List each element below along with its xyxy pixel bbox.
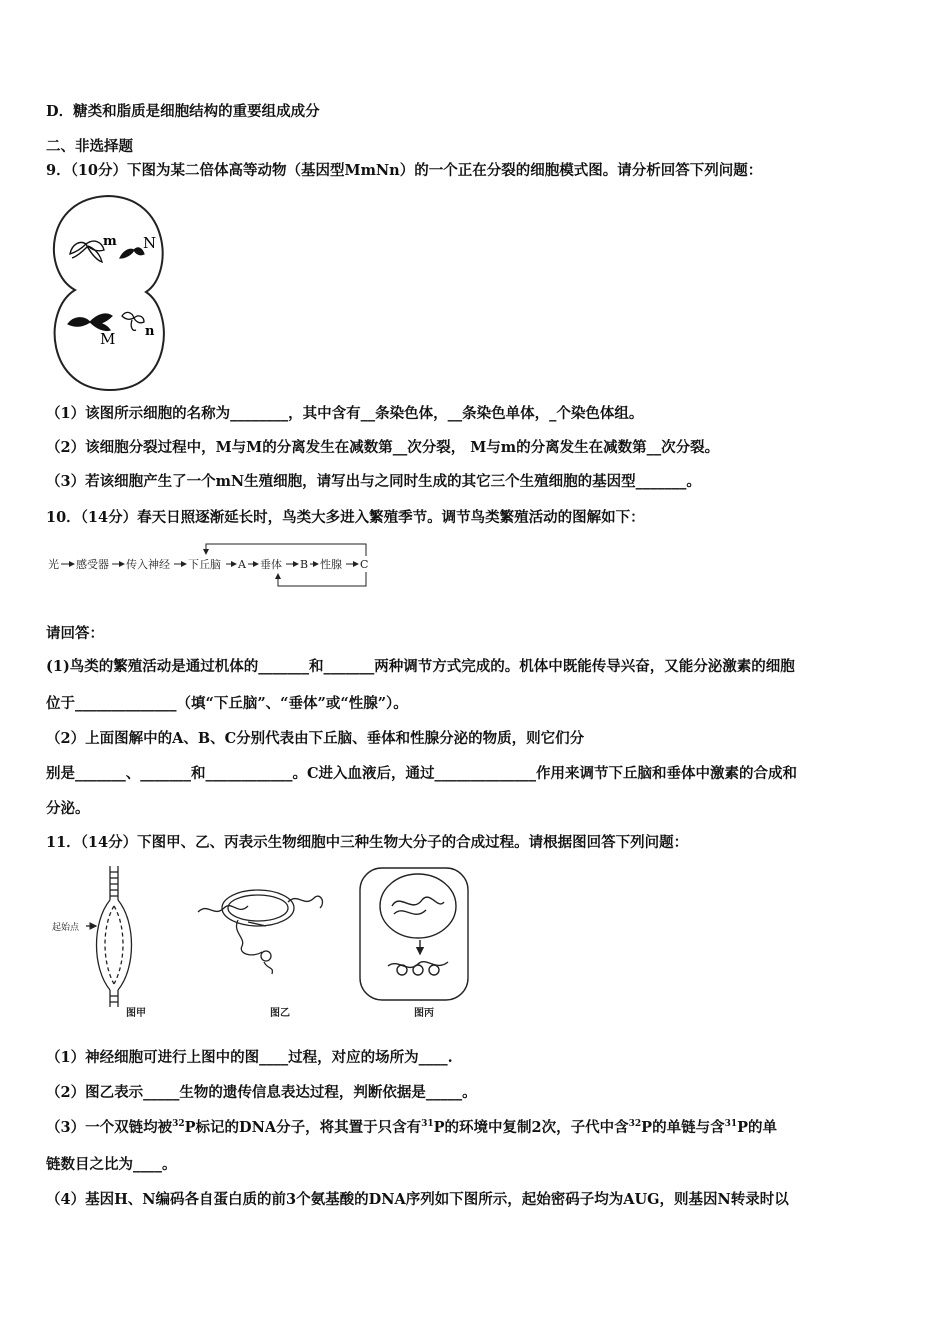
q11-sub3-part2: P标记的DNA分子，将其置于只含有 <box>184 1119 422 1136</box>
q9-sub3: （3）若该细胞产生了一个mN生殖细胞，请写出与之同时生成的其它三个生殖细胞的基因型_______。 <box>46 473 701 490</box>
q11-sub3-part1: （3）一个双链均被 <box>46 1119 173 1136</box>
flow-node-gonad: 性腺 <box>320 558 342 571</box>
q10-stem: 10．（14分）春天日照逐渐延长时，鸟类大多进入繁殖季节。调节鸟类繁殖活动的图解如下： <box>46 509 645 526</box>
flow-node-afferent-nerve: 传入神经 <box>126 558 170 571</box>
section-title: 二、非选择题 <box>46 138 133 155</box>
q11-sub3-line2: 链数目之比为____。 <box>46 1156 177 1173</box>
chromosome-lower-left <box>68 314 112 331</box>
label-figure-bing: 图丙 <box>414 1008 434 1019</box>
q11-sub3-part5: P的单 <box>737 1119 778 1136</box>
q11-figures <box>52 862 472 1024</box>
q11-sub3-sup4: 31 <box>724 1119 738 1129</box>
flow-node-receptor: 感受器 <box>76 558 109 571</box>
q10-sub1-line2: 位于______________（填“下丘脑”、“垂体”或“性腺”）。 <box>46 695 408 712</box>
q9-sub2: （2）该细胞分裂过程中，M与M的分离发生在减数第__次分裂， M与m的分离发生在减数第__次分裂。 <box>46 439 720 456</box>
flow-node-C: C <box>360 558 369 571</box>
q11-stem: 11．（14分）下图甲、乙、丙表示生物细胞中三种生物大分子的合成过程。请根据图回答下列问题： <box>46 834 689 851</box>
q11-sub1: （1）神经细胞可进行上图中的图____过程，对应的场所为____. <box>46 1049 453 1066</box>
q9-cell-figure <box>48 192 173 392</box>
q11-sub4: （4）基因H、N编码各自蛋白质的前3个氨基酸的DNA序列如下图所示，起始密码子均为AUG，则基因N转录时以 <box>46 1191 789 1208</box>
q8-option-d: D．糖类和脂质是细胞结构的重要组成成分 <box>46 103 320 120</box>
label-m-lower: m <box>103 234 117 249</box>
flow-node-B: B <box>300 558 309 571</box>
q11-sub3-part3: P的环境中复制2次，子代中含 <box>433 1119 629 1136</box>
flow-node-light: 光 <box>48 558 59 571</box>
q11-sub2: （2）图乙表示_____生物的遗传信息表达过程，判断依据是_____。 <box>46 1084 477 1101</box>
label-figure-jia: 图甲 <box>126 1008 146 1019</box>
label-figure-yi: 图乙 <box>270 1008 290 1019</box>
figure-jia <box>86 866 132 1007</box>
flow-node-A: A <box>238 558 246 571</box>
chromosome-upper-right <box>120 248 144 258</box>
chromosome-upper-left <box>70 241 104 262</box>
label-origin: 起始点 <box>52 923 80 933</box>
q10-sub2-line2: 别是_______、_______和____________。C进入血液后，通过______________作用来调节下丘脑和垂体中激素的合成和 <box>46 765 798 782</box>
flow-node-pituitary: 垂体 <box>260 558 282 571</box>
q11-sub3-line1 <box>46 1118 777 1138</box>
flow-node-hypothalamus: 下丘脑 <box>188 558 221 571</box>
q10-sub2-line3: 分泌。 <box>46 800 90 817</box>
q11-sub3-sup1: 32 <box>172 1119 185 1129</box>
figure-bing <box>360 868 468 1000</box>
q9-sub1: （1）该图所示细胞的名称为________，其中含有__条染色体，__条染色单体，_个染色体组。 <box>46 405 644 422</box>
q11-sub3-part4: P的单链与含 <box>641 1119 725 1136</box>
q10-sub1-line1: (1)鸟类的繁殖活动是通过机体的_______和_______两种调节方式完成的。机体中既能传导兴奋，又能分泌激素的细胞 <box>46 658 795 675</box>
q10-flow-diagram <box>48 540 378 590</box>
q10-sub2-line1: （2）上面图解中的A、B、C分别代表由下丘脑、垂体和性腺分泌的物质，则它们分 <box>46 730 585 747</box>
q11-sub3-sup3: 32 <box>628 1119 642 1129</box>
q10-prompt: 请回答： <box>46 625 104 642</box>
q9-stem: 9．（10分）下图为某二倍体高等动物（基因型MmNn）的一个正在分裂的细胞模式图。请分析回答下列问题： <box>46 162 763 179</box>
figure-yi <box>198 890 322 974</box>
label-n: n <box>145 324 155 339</box>
label-N: N <box>143 234 157 252</box>
q11-sub3-sup2: 31 <box>421 1119 434 1129</box>
cell-membrane <box>54 196 164 390</box>
label-M: M <box>100 330 116 348</box>
chromosome-lower-right <box>122 312 144 330</box>
